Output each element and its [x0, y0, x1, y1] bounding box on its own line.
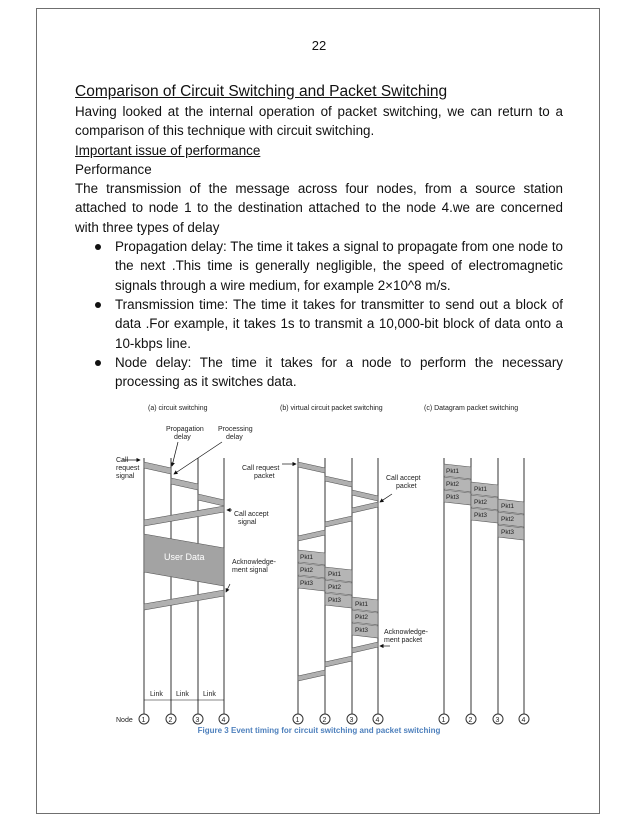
svg-text:2: 2 [468, 717, 473, 724]
svg-text:Pkt2: Pkt2 [501, 516, 515, 523]
svg-text:1: 1 [295, 717, 300, 724]
svg-text:4: 4 [521, 717, 526, 724]
processing-delay-label: Processing delay [218, 426, 253, 441]
svg-text:Pkt3: Pkt3 [355, 627, 369, 634]
svg-text:Pkt2: Pkt2 [446, 481, 460, 488]
list-item [75, 353, 563, 392]
svg-text:2: 2 [168, 717, 173, 724]
svg-text:Pkt1: Pkt1 [474, 486, 488, 493]
propagation-delay-label: Propagation delay [166, 426, 204, 441]
list-item-text: Propagation delay: The time it takes a signal to propagate from one node to the next .This time is generally negligible, the speed of electromagnetic signals through a wire medium, for example 2×10^8 m/s. [115, 239, 563, 293]
svg-text:1: 1 [141, 717, 146, 724]
packets-hop-1 [298, 550, 325, 591]
link-label: Link [150, 691, 163, 698]
list-item-text: Node delay: The time it takes for a node to perform the necessary processing as it switches data. [115, 354, 563, 390]
svg-text:Pkt2: Pkt2 [328, 584, 342, 591]
svg-text:4: 4 [221, 717, 226, 724]
svg-text:3: 3 [349, 717, 354, 724]
panel-a-title: (a) circuit switching [148, 405, 208, 412]
svg-text:Pkt3: Pkt3 [446, 494, 460, 501]
performance-label: Performance [75, 161, 152, 177]
event-timing-figure [108, 398, 548, 738]
call-request-signal-label: Call request signal [116, 457, 140, 480]
link-label: Link [203, 691, 216, 698]
datagram-hop-3 [498, 499, 524, 540]
node-circles-a [139, 714, 229, 724]
panel-b-title: (b) virtual circuit packet switching [280, 405, 383, 412]
datagram-hop-1 [444, 464, 471, 505]
ack-signal-label: Acknowledge- ment signal [232, 559, 276, 574]
svg-text:3: 3 [195, 717, 200, 724]
svg-text:Pkt1: Pkt1 [501, 503, 515, 510]
link-label: Link [176, 691, 189, 698]
svg-text:1: 1 [441, 717, 446, 724]
subheading: Important issue of performance [75, 142, 261, 158]
svg-text:Pkt1: Pkt1 [446, 468, 460, 475]
delay-paragraph: The transmission of the message across four nodes, from a source station attached to node 1 to the destination attached to the node 4.we are concerned with three types of delay [75, 181, 563, 235]
node-circles-b [293, 714, 383, 724]
bullet-icon [95, 244, 101, 250]
svg-text:Pkt3: Pkt3 [501, 529, 515, 536]
node-circles-c [439, 714, 529, 724]
ack-packet-label: Acknowledge- ment packet [384, 629, 428, 644]
packets-hop-3 [352, 597, 378, 638]
page-number: 22 [311, 38, 327, 53]
svg-text:Pkt2: Pkt2 [474, 499, 488, 506]
datagram-hop-2 [471, 482, 498, 523]
user-data-label: User Data [164, 552, 205, 562]
packets-hop-2 [325, 567, 352, 608]
svg-text:Pkt3: Pkt3 [300, 580, 314, 587]
list-item [75, 237, 563, 295]
call-request-packet-label: Call request packet [242, 465, 280, 480]
panel-c-title: (c) Datagram packet switching [424, 405, 519, 412]
document-body [75, 82, 563, 391]
bullet-icon [95, 302, 101, 308]
svg-text:Pkt1: Pkt1 [355, 601, 369, 608]
section-heading: Comparison of Circuit Switching and Packet Switching [75, 83, 448, 100]
list-item [75, 295, 563, 353]
svg-text:3: 3 [495, 717, 500, 724]
svg-text:Pkt3: Pkt3 [474, 512, 488, 519]
panel-b-virtual-circuit [242, 458, 430, 724]
bullet-icon [95, 360, 101, 366]
panel-c-datagram [439, 458, 529, 724]
svg-text:Pkt2: Pkt2 [355, 614, 369, 621]
svg-text:4: 4 [375, 717, 380, 724]
figure-diagram [108, 398, 548, 738]
list-item-text: Transmission time: The time it takes for transmitter to send out a block of data .For example, it takes 1s to transmit a 10,000-bit block of data onto a 10-kbps line. [115, 296, 563, 351]
intro-paragraph: Having looked at the internal operation of packet switching, we can return to a comparison of this technique with circuit switching. [75, 104, 563, 139]
svg-text:2: 2 [322, 717, 327, 724]
svg-text:Pkt3: Pkt3 [328, 597, 342, 604]
node-axis-label: Node [116, 717, 133, 724]
delay-list [75, 237, 563, 391]
svg-text:Pkt1: Pkt1 [300, 554, 314, 561]
figure-caption: Figure 3 Event timing for circuit switching and packet switching [197, 726, 441, 735]
svg-text:Pkt1: Pkt1 [328, 571, 342, 578]
call-accept-signal-label: Call accept signal [234, 511, 269, 526]
svg-text:Pkt2: Pkt2 [300, 567, 314, 574]
call-accept-packet-label: Call accept packet [386, 475, 421, 490]
